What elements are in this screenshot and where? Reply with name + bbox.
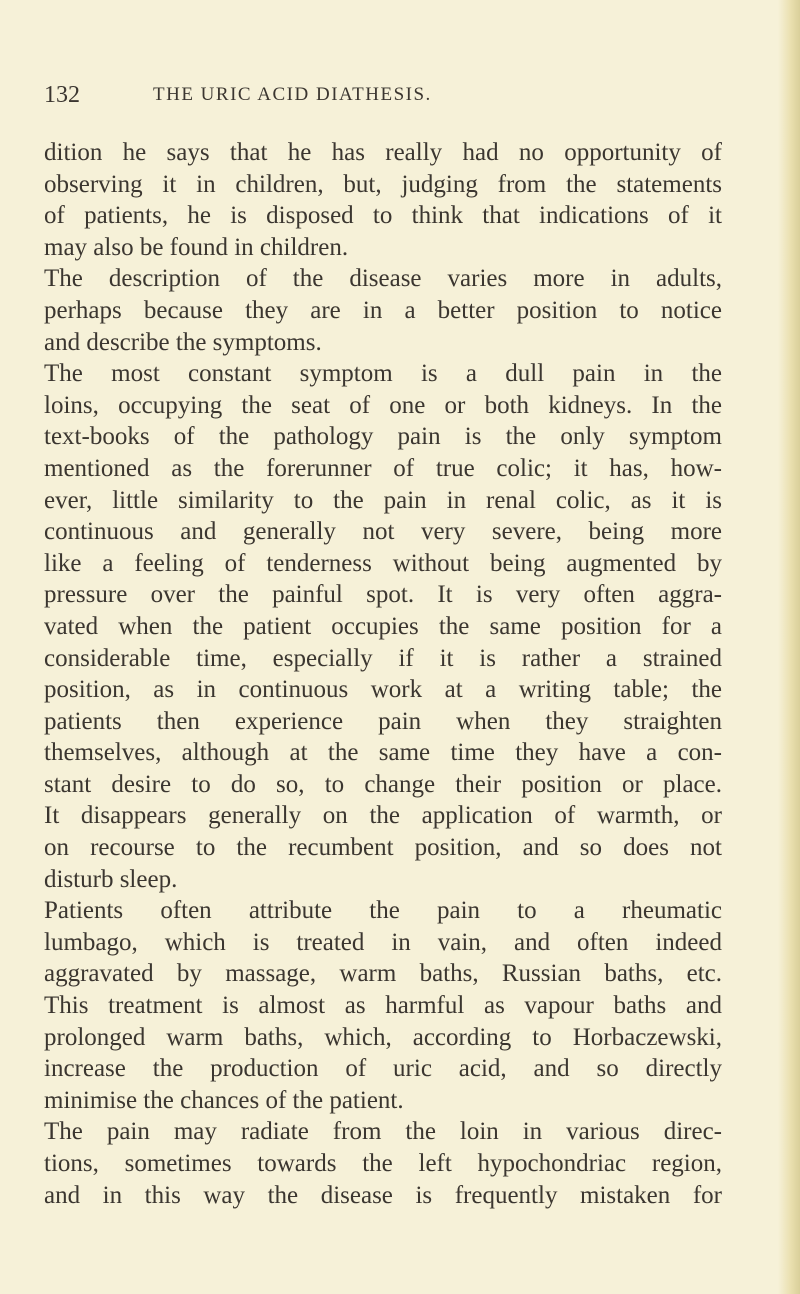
text-line: vated when the patient occupies the same position for a xyxy=(44,612,722,640)
text-line: considerable time, especially if it is rather a strained xyxy=(44,644,722,672)
text-line: dition he says that he has really had no opportunity of xyxy=(44,139,722,166)
text-line: text-books of the pathology pain is the only symptom xyxy=(44,423,722,451)
text-line: ever, little similarity to the pain in renal colic, as it is xyxy=(44,486,722,514)
text-line: may also be found in children. xyxy=(44,233,349,261)
text-line: like a feeling of tenderness without being augmented by xyxy=(44,549,722,577)
text-line: patients then experience pain when they straighten xyxy=(44,707,722,735)
text-line: tions, sometimes towards the left hypochondriac region, xyxy=(44,1150,722,1177)
text-line: It disappears generally on the application of warmth, or xyxy=(44,802,722,830)
text-line: lumbago, which is treated in vain, and often indeed xyxy=(44,928,722,956)
text-line: and in this way the disease is frequently mistaken for xyxy=(44,1181,722,1209)
text-line: The description of the disease varies more in adults, xyxy=(44,265,722,293)
text-line: stant desire to do so, to change their position or place. xyxy=(44,770,722,798)
text-line: disturb sleep. xyxy=(44,865,178,893)
text-line: perhaps because they are in a better position to notice xyxy=(44,296,722,324)
text-line: of patients, he is disposed to think that indications of it xyxy=(44,202,722,230)
text-line: position, as in continuous work at a writing table; the xyxy=(44,676,722,704)
text-line: The pain may radiate from the loin in various direc- xyxy=(44,1118,722,1146)
text-line: observing it in children, but, judging from the statements xyxy=(44,170,722,198)
page-edge-shadow xyxy=(778,0,800,1294)
text-line: aggravated by massage, warm baths, Russian baths, etc. xyxy=(44,960,722,988)
text-line: The most constant symptom is a dull pain in the xyxy=(44,360,722,388)
text-line: increase the production of uric acid, and so directly xyxy=(44,1055,722,1083)
text-line: pressure over the painful spot. It is very often aggra- xyxy=(44,581,722,609)
running-title: THE URIC ACID DIATHESIS. xyxy=(153,84,432,105)
text-line: mentioned as the forerunner of true colic; it has, how- xyxy=(44,454,722,482)
text-line: minimise the chances of the patient. xyxy=(44,1086,404,1114)
text-line: prolonged warm baths, which, according to Horbaczewski, xyxy=(44,1023,722,1051)
text-line: Patients often attribute the pain to a rheumatic xyxy=(44,897,722,925)
page-number: 132 xyxy=(44,82,80,108)
text-line: continuous and generally not very severe, being more xyxy=(44,518,722,546)
text-line: This treatment is almost as harmful as vapour baths and xyxy=(44,992,722,1020)
text-line: loins, occupying the seat of one or both kidneys. In the xyxy=(44,391,722,419)
text-line: on recourse to the recumbent position, and so does not xyxy=(44,834,722,862)
text-line: and describe the symptoms. xyxy=(44,328,322,356)
body-text xyxy=(44,137,722,1211)
text-line: themselves, although at the same time they have a con- xyxy=(44,739,722,767)
